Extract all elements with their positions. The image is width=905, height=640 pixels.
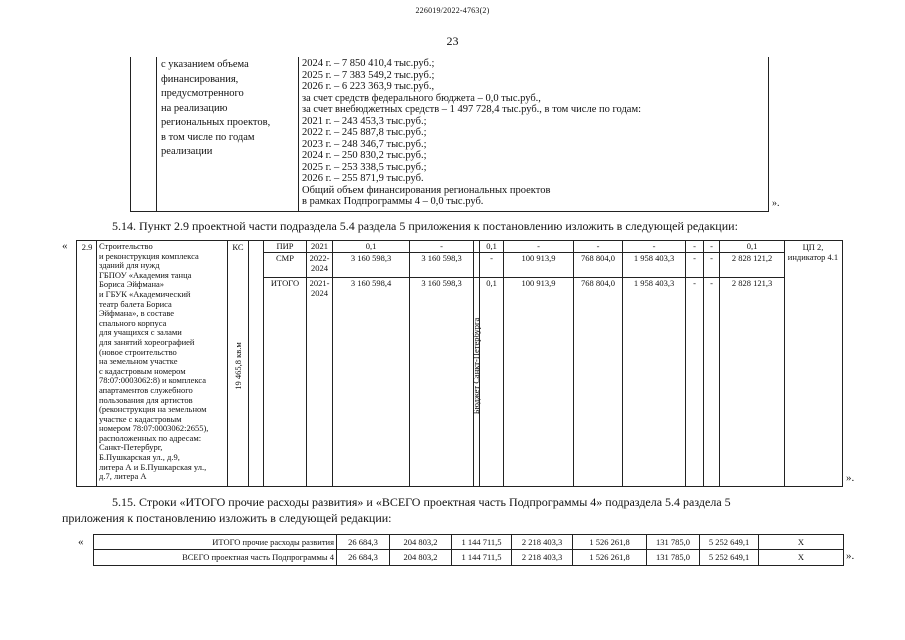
project-table xyxy=(76,240,843,487)
page-number: 23 xyxy=(446,34,459,48)
closing-quote: ». xyxy=(772,198,780,209)
value-cell: 1 958 403,3 xyxy=(633,253,675,263)
funding-source: Бюджет Санкт-Петербурга xyxy=(471,317,481,415)
value-cell: 0,1 xyxy=(486,278,497,288)
value-cell: 3 160 598,3 xyxy=(421,278,462,288)
value-cell: 100 913,9 xyxy=(521,278,556,288)
paragraph-5-15-line1: 5.15. Строки «ИТОГО прочие расходы развития» и «ВСЕГО проектная часть Подпрограммы 4» подраздела 5.4 раздела 5 xyxy=(112,495,731,509)
paragraph-5-14: 5.14. Пункт 2.9 проектной части подраздела 5.4 раздела 5 приложения к постановлению изложить в следующей редакции: xyxy=(112,219,738,233)
years-cell: 2022-2024 xyxy=(309,253,330,273)
value-cell: 0,1 xyxy=(486,241,497,251)
value-cell: - xyxy=(652,241,656,251)
indicator-cell: ЦП 2, индикатор 4.1 xyxy=(787,242,839,262)
closing-quote: ». xyxy=(846,550,855,562)
construction-type: КС xyxy=(232,242,244,252)
stage-cell: СМР xyxy=(276,253,294,263)
value-cell: 768 804,0 xyxy=(581,278,615,288)
funding-values-cell: 2024 г. – 7 850 410,4 тыс.руб.; 2025 г. – 7 383 549,2 тыс.руб.; 2026 г. – 6 223 363,9 тыс.руб., за счет средств федерального бюджета – 0,0 тыс.руб., за счет внебюджетных средств – 1 497 728,4 тыс.руб., в том числе по годам: 2021 г. – 243 453,3 тыс.руб.; 2022 г. – 245 887,8 тыс.руб.; 2023 г. – 248 346,7 тыс.руб.; 2024 г. – 250 830,2 тыс.руб.; 2025 г. – 253 338,5 тыс.руб.; 2026 г. – 255 871,9 тыс.руб. Общий объем финансирования региональных проектов в рамках Подпрограммы 4 – 0,0 тыс.руб. xyxy=(302,58,642,207)
open-quote: « xyxy=(78,536,84,548)
years-cell: 2021 xyxy=(311,241,328,251)
value-cell: - xyxy=(537,241,540,251)
value-cell: - xyxy=(693,241,696,251)
funding-label-cell: с указанием объема финансирования, предусмотренного на реализацию региональных проектов, в том числе по годам реализации xyxy=(161,59,271,157)
open-quote: « xyxy=(62,240,68,252)
value-cell: - xyxy=(693,278,696,288)
value-cell: - xyxy=(490,253,493,263)
object-area: 19 465,8 кв.м xyxy=(233,342,243,390)
value-cell: - xyxy=(710,278,713,288)
value-cell: - xyxy=(440,241,443,251)
paragraph-5-15-line2: приложения к постановлению изложить в следующей редакции: xyxy=(62,511,392,525)
value-cell: 3 160 598,3 xyxy=(350,253,392,263)
closing-quote: ». xyxy=(846,472,855,484)
value-cell: 1 958 403,3 xyxy=(633,278,675,288)
table-row: ИТОГО прочие расходы развития 26 684,3 204 803,2 1 144 711,5 2 218 403,3 1 526 261,8 131 785,0 5 252 649,1 X xyxy=(212,537,805,547)
item-number: 2.9 xyxy=(81,242,93,252)
value-cell: - xyxy=(710,253,713,263)
value-cell: 2 828 121,2 xyxy=(731,253,773,263)
value-cell: - xyxy=(693,253,696,263)
document-number: 226019/2022-4763(2) xyxy=(415,6,490,15)
stage-cell: ПИР xyxy=(276,241,294,251)
value-cell: - xyxy=(710,241,713,251)
value-cell: 0,1 xyxy=(746,241,758,251)
years-cell: 2021-2024 xyxy=(309,278,330,298)
value-cell: 3 160 598,4 xyxy=(350,278,392,288)
value-cell: 768 804,0 xyxy=(581,253,615,263)
funding-table xyxy=(130,57,769,212)
value-cell: - xyxy=(596,241,600,251)
stage-cell: ИТОГО xyxy=(270,278,300,288)
table-row: ВСЕГО проектная часть Подпрограммы 4 26 684,3 204 803,2 1 144 711,5 2 218 403,3 1 526 261,8 131 785,0 5 252 649,1 X xyxy=(182,552,805,562)
totals-table xyxy=(93,534,844,566)
value-cell: 3 160 598,3 xyxy=(421,253,462,263)
value-cell: 100 913,9 xyxy=(521,253,556,263)
object-description: Строительство и реконструкция комплекса зданий для нужд ГБПОУ «Академия танца Бориса Эйфмана» и ГБУК «Академический театр балета Бориса Эйфмана», в составе спального корпуса для учащихся с залами для занятий хореографией (новое строительство на земельном участке с кадастровым номером 78:07:0003062:8) и комплекса апартаментов служебного пользования для артистов (реконструкция на земельном участке с кадастровым номером 78:07:0003062:2655), расположенных по адресам: Санкт-Петербург, Б.Пушкарская ул., д.9, литера А и Б.Пушкарская ул., д.7, литера А xyxy=(99,241,209,482)
value-cell: 2 828 121,3 xyxy=(731,278,773,288)
value-cell: 0,1 xyxy=(365,241,377,251)
